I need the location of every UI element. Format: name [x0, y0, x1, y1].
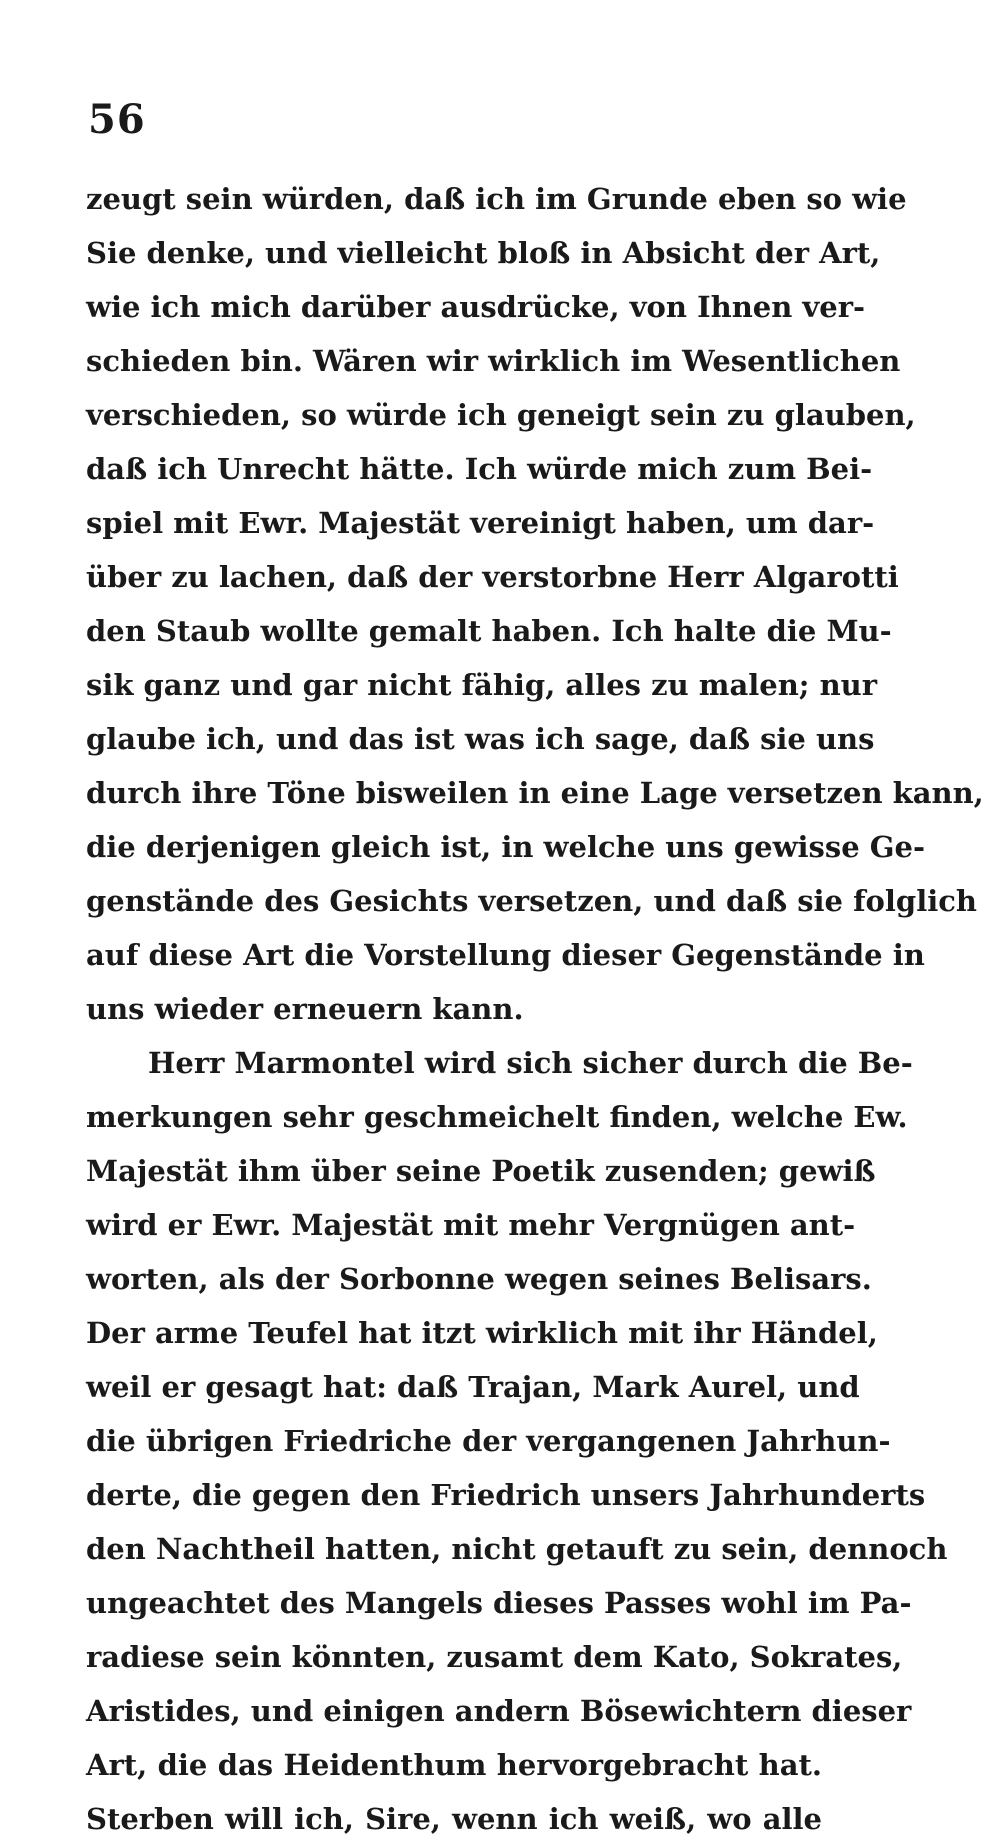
text-line: Aristides, und einigen andern Bösewichtern dieser — [86, 1694, 912, 1728]
text-line: den Staub wollte gemalt haben. Ich halte die Mu- — [86, 614, 892, 648]
text-line: Sie denke, und vielleicht bloß in Absicht der Art, — [86, 236, 881, 270]
text-line: glaube ich, und das ist was ich sage, daß sie uns — [86, 722, 875, 756]
text-line: die übrigen Friedriche der vergangenen Jahrhun- — [86, 1424, 891, 1458]
text-line: Der arme Teufel hat itzt wirklich mit ihr Händel, — [86, 1316, 878, 1350]
text-line: schieden bin. Wären wir wirklich im Wesentlichen — [86, 344, 901, 378]
text-line: wie ich mich darüber ausdrücke, von Ihnen ver- — [86, 290, 866, 324]
text-line: radiese sein könnten, zusamt dem Kato, Sokrates, — [86, 1640, 903, 1674]
text-line: spiel mit Ewr. Majestät vereinigt haben, um dar- — [86, 506, 875, 540]
text-line: über zu lachen, daß der verstorbne Herr Algarotti — [86, 560, 899, 594]
text-line: wird er Ewr. Majestät mit mehr Vergnügen ant- — [86, 1208, 856, 1242]
text-line: ungeachtet des Mangels dieses Passes wohl im Pa- — [86, 1586, 912, 1620]
text-line: verschieden, so würde ich geneigt sein zu glauben, — [86, 398, 916, 432]
body-text — [86, 172, 984, 1846]
paragraph-start-line: Herr Marmontel wird sich sicher durch die Be- — [148, 1046, 913, 1080]
text-line: auf diese Art die Vorstellung dieser Gegenstände in — [86, 938, 925, 972]
page-number: 56 — [88, 96, 146, 143]
text-line: Art, die das Heidenthum hervorgebracht hat. — [86, 1748, 822, 1782]
text-line: den Nachtheil hatten, nicht getauft zu sein, dennoch — [86, 1532, 948, 1566]
text-line: durch ihre Töne bisweilen in eine Lage versetzen kann, — [86, 776, 984, 810]
text-line: Sterben will ich, Sire, wenn ich weiß, wo alle — [86, 1802, 822, 1836]
text-line: weil er gesagt hat: daß Trajan, Mark Aurel, und — [86, 1370, 860, 1404]
text-line: worten, als der Sorbonne wegen seines Belisars. — [86, 1262, 872, 1296]
text-line: Majestät ihm über seine Poetik zusenden; gewiß — [86, 1154, 876, 1188]
paragraph-end-line: uns wieder erneuern kann. — [86, 992, 524, 1026]
text-line: sik ganz und gar nicht fähig, alles zu malen; nur — [86, 668, 878, 702]
text-line: genstände des Gesichts versetzen, und daß sie folglich — [86, 884, 977, 918]
text-line: daß ich Unrecht hätte. Ich würde mich zum Bei- — [86, 452, 873, 486]
text-line: die derjenigen gleich ist, in welche uns gewisse Ge- — [86, 830, 926, 864]
text-line: zeugt sein würden, daß ich im Grunde eben so wie — [86, 182, 907, 216]
text-line: derte, die gegen den Friedrich unsers Jahrhunderts — [86, 1478, 926, 1512]
text-line: merkungen sehr geschmeichelt finden, welche Ew. — [86, 1100, 908, 1134]
